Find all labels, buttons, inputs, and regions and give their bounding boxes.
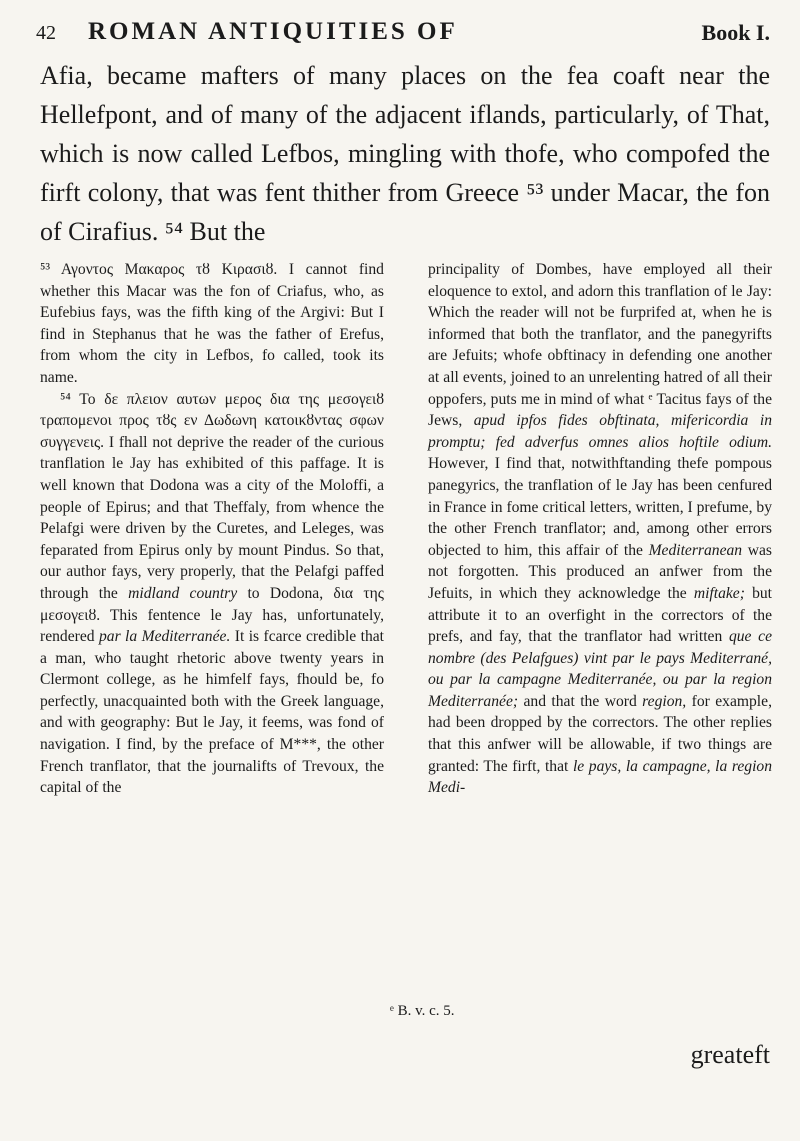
footnote-54-italic-1: midland country — [128, 584, 238, 602]
tacitus-citation: ᵉ B. v. c. 5. — [390, 1003, 455, 1019]
footnote-54-text-2: to Dodona, δια της μεσογειȣ. This fentence le Jay has, unfortunately, rendered — [40, 584, 384, 646]
catchword: greateft — [690, 1040, 770, 1069]
main-text: Afia, became mafters of many places on the fea coaft near the Hellefpont, and of many of the adjacent iflands, particularly, of That, which is now called Lefbos, mingling with thofe, who compofed the firft colony, that was fent thither from Greece ⁵³ under Macar, the fon of Cirafius. ⁵⁴ But the — [40, 61, 770, 246]
note-italic: le pays, la campagne, la region Medi- — [428, 757, 772, 797]
note-italic: Mediterranean — [648, 541, 743, 559]
note-text: principality of Dombes, have employed all their eloquence to extol, and adorn this tranflation of le Jay: Which the reader will not be furprifed at, when he is informed that both the tranflator, and the panegyrifts are Jefuits; whofe obftinacy in defending one another at all events, joined to an unrelenting hatred of all their oppofers, puts me in mind of what ᵉ Tacitus fays of the Jews, — [428, 261, 772, 430]
note-text: However, I find that, notwithftanding thefe pompous panegyrics, the tranflation of le Jay has been cenfured in France in fome critical letters, written, I prefume, by the other French tranflator; and, among other errors objected to him, this affair of the — [428, 455, 772, 559]
page-number: 42 — [36, 22, 56, 44]
note-text: for example, had been dropped by the correctors. The other replies that this anfwer will be allowable, if two things are granted: The firft, that — [428, 692, 772, 775]
footnote-column-left — [40, 259, 384, 799]
footnote-53-text: I cannot find whether this Macar was the fon of Criafus, who, as Eufebius fays, was the fifth king of the Argivi: But I find in Stephanus that he was the father of Erefus, from whom the city in Lefbos, fo called, took its name. — [40, 261, 384, 386]
note-italic: apud ipfos fides obftinata, mifericordia in promptu; fed adverfus omnes alios hoftile odium. — [428, 412, 772, 451]
footnote-54-italic-2: par la Mediterranée. — [98, 628, 231, 646]
note-text: and that the word — [523, 692, 637, 710]
footnote-54-continued — [428, 259, 772, 799]
footnote-53-greek: ⁵³ Αγοντος Μακαρος τȣ Κιρασιȣ. — [40, 261, 278, 278]
footnote-54 — [40, 389, 384, 799]
note-italic: que ce nombre (des Pelafgues) vint par le pays Mediterrané, ou par la campagne Mediterranée, ou par la region Mediterranée; — [428, 628, 772, 710]
note-text: but attribute it to an overfight in the correctors of the prefs, and fay, that the tranflator had written — [428, 584, 772, 646]
running-title: ROMAN ANTIQUITIES OF — [88, 18, 458, 45]
footnote-54-text-1: I fhall not deprive the reader of the curious tranflation le Jay has exhibited of this paffage. It is well known that Dodona was a city of the Moloffi, a people of Epirus; and that Theffaly, from whence the Pelafgi were driven by the Curetes, and Leleges, was feparated from Epirus only by mount Pindus. So that, our author fays, very properly, that the Pelafgi paffed through the — [40, 433, 384, 602]
note-text: was not forgotten. This produced an anfwer from the Jefuits, in which they acknowledge the — [428, 541, 773, 602]
footnote-column-right — [428, 259, 772, 799]
footnotes — [36, 259, 773, 1099]
book-page — [36, 14, 773, 1099]
note-italic: miftake; — [693, 584, 745, 602]
note-italic: region, — [642, 692, 687, 710]
footnote-54-text-3: It is fcarce credible that a man, who taught rhetoric above twenty years in Clermont college, as he himfelf fays, fhould be, fo perfectly, unacquainted both with the Greek language, and with geography: But le Jay, it feems, was fond of navigation. I find, by the preface of M***, the other French tranflator, that the journalifts of Trevoux, the capital of the — [40, 628, 384, 797]
footnote-53 — [40, 259, 384, 389]
book-label: Book I. — [701, 20, 770, 45]
footnote-54-greek: ⁵⁴ Το δε πλειον αυτων μερος δια της μεσογειȣ τραπομενοι πρoς τȣς εν Δωδωνη κατοικȣντας σφων συγγενεις. — [40, 390, 384, 451]
running-header — [36, 14, 770, 54]
